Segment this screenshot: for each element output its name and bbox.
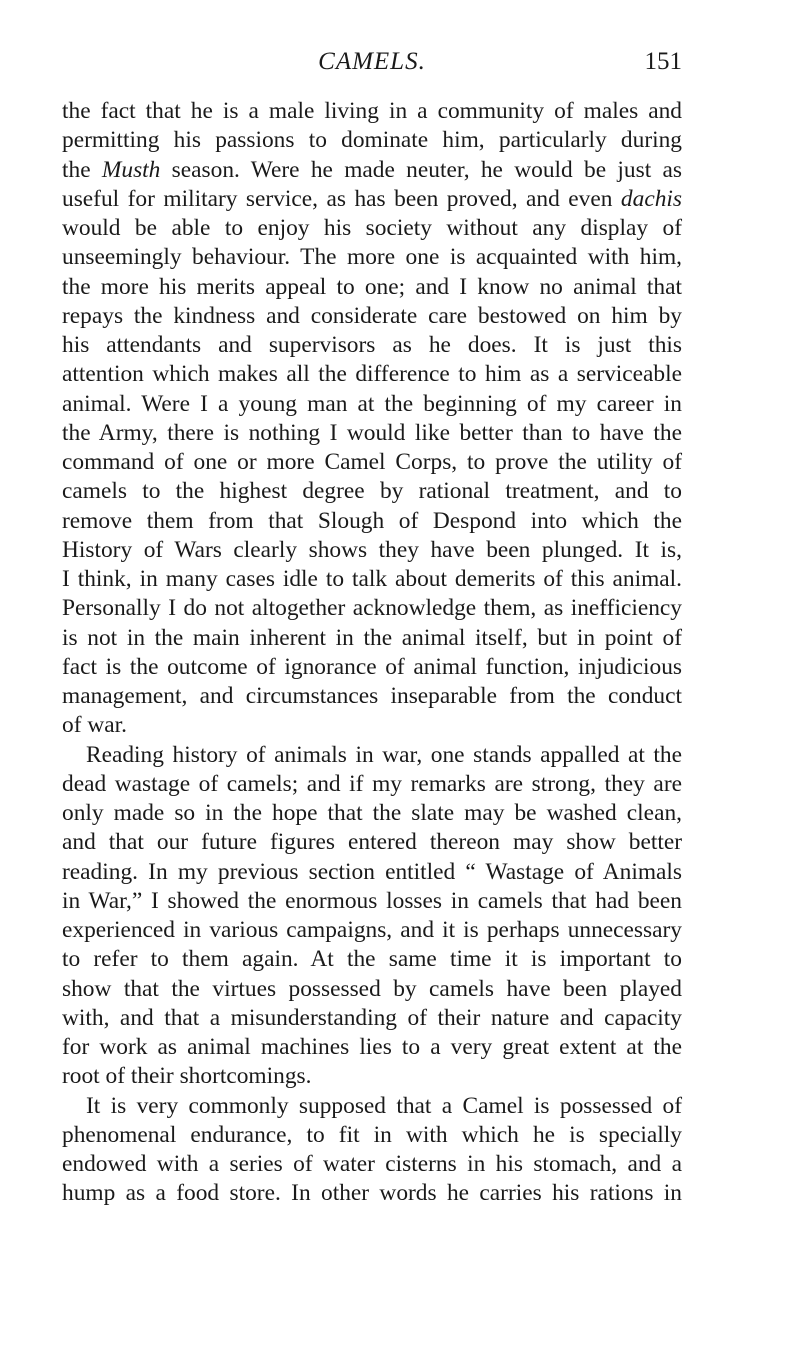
text-line: I think, in many cases idle to talk about demerits of this animal. (62, 566, 682, 592)
text-line: show that the virtues possessed by camels have been played (62, 975, 682, 1002)
text-line: the Army, there is nothing I would like better than to have the (62, 419, 682, 446)
text-line: only made so in the hope that the slate may be washed clean, (62, 800, 682, 826)
text-line: animal. Were I a young man at the beginning of my career in (62, 390, 682, 417)
text-line (62, 156, 682, 185)
text-line: and that our future figures entered thereon may show better (62, 829, 682, 856)
text-line: unseemingly behaviour. The more one is acquainted with him, (62, 244, 682, 271)
text-line: remove them from that Slough of Despond into which the (62, 507, 682, 534)
text-line: the more his merits appeal to one; and I know no animal that (62, 273, 682, 300)
text-line: for work as animal machines lies to a very great extent at the (62, 1034, 682, 1060)
text-line: permitting his passions to dominate him, particularly during (62, 127, 682, 154)
text-line: experienced in various campaigns, and it is perhaps unnecessary (62, 917, 682, 943)
text-line: endowed with a series of water cisterns in his stomach, and a (62, 1151, 682, 1177)
text-run: useful for military service, as has been proved, and even (62, 185, 621, 212)
text-run: season. Were he made neuter, he would be just as (160, 156, 682, 183)
text-line: root of their shortcomings. (62, 1063, 312, 1090)
text-line: attention which makes all the difference to him as a serviceable (62, 361, 682, 388)
text-line: command of one or more Camel Corps, to prove the utility of (62, 449, 682, 475)
text-line: his attendants and supervisors as he does. It is just this (62, 332, 682, 358)
text-line: is not in the main inherent in the animal itself, but in point of (62, 624, 682, 651)
text-line: phenomenal endurance, to fit in with which he is specially (62, 1121, 682, 1148)
text-line: Personally I do not altogether acknowledge them, as inefficiency (62, 595, 682, 622)
text-line: History of Wars clearly shows they have been plunged. It is, (62, 536, 682, 563)
running-title: CAMELS. (318, 48, 426, 75)
text-line: Reading history of animals in war, one stands appalled at the (86, 741, 682, 768)
text-line: in War,” I showed the enormous losses in camels that had been (62, 887, 682, 914)
text-line: It is very commonly supposed that a Camel is possessed of (86, 1092, 682, 1119)
italic-word: Musth (101, 156, 161, 183)
text-line: to refer to them again. At the same time it is important to (62, 946, 682, 973)
text-line: fact is the outcome of ignorance of animal function, injudicious (62, 653, 682, 680)
text-line: hump as a food store. In other words he carries his rations in (62, 1180, 682, 1207)
italic-word: dachis (620, 185, 682, 212)
text-line: repays the kindness and considerate care bestowed on him by (62, 302, 682, 329)
body-text (62, 97, 682, 1209)
text-line (62, 185, 682, 214)
text-line: the fact that he is a male living in a community of males and (62, 98, 682, 124)
text-line: dead wastage of camels; and if my remarks are strong, they are (62, 770, 682, 797)
text-line: with, and that a misunderstanding of their nature and capacity (62, 1004, 682, 1031)
text-line: of war. (62, 712, 127, 739)
text-line: reading. In my previous section entitled “ Wastage of Animals (62, 858, 682, 885)
text-run: the (62, 156, 102, 183)
text-line: camels to the highest degree by rational treatment, and to (62, 478, 682, 505)
text-line: would be able to enjoy his society without any display of (62, 215, 682, 241)
page-number: 151 (644, 48, 682, 75)
running-head (62, 48, 682, 82)
text-line: management, and circumstances inseparable from the conduct (62, 683, 682, 709)
